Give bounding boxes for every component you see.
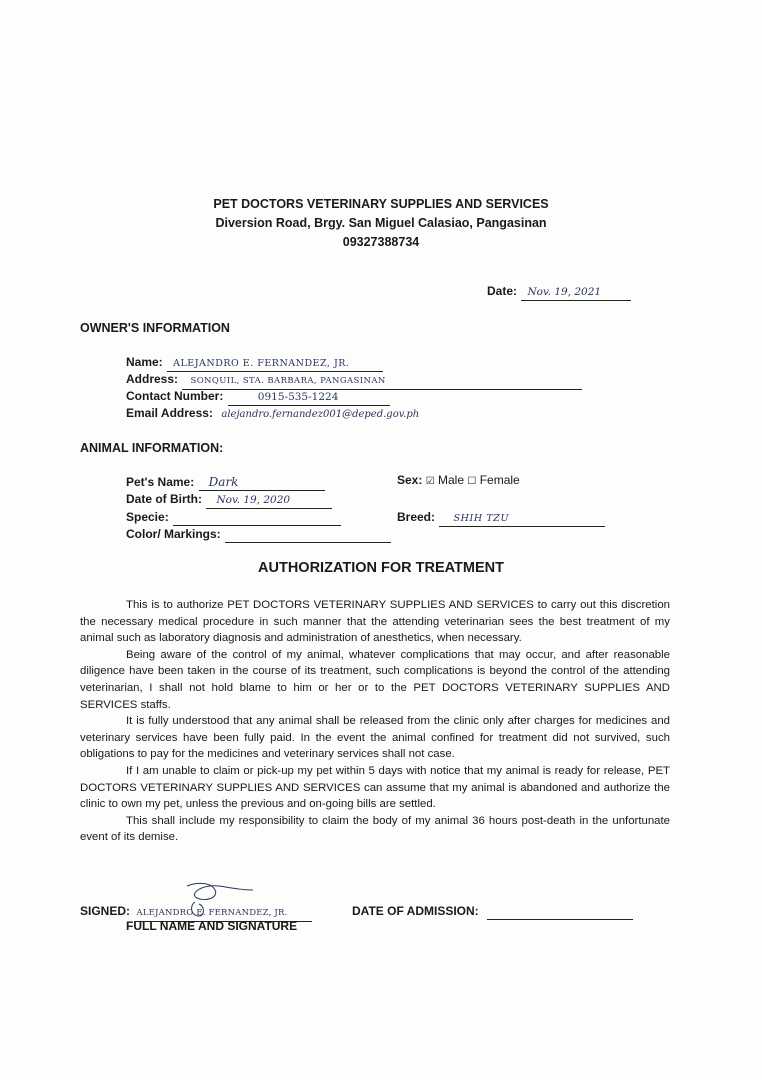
sex-male-checkbox: ☑ <box>425 476 435 487</box>
admission-label: DATE OF ADMISSION: <box>352 904 479 918</box>
sex-female-label: Female <box>479 473 520 487</box>
owner-email-row <box>126 404 447 422</box>
paragraph: It is fully understood that any animal shall be released from the clinic only after charges for medicines and veterinary services have been fully paid. In the event the animal confined for treatment did not survived, such obligations to pay for the medicines and veterinary services shall not case. <box>80 715 670 761</box>
specie-row <box>126 508 341 526</box>
signature-scribble <box>175 880 265 924</box>
color-label: Color/ Markings: <box>126 527 221 541</box>
color-blank <box>225 529 391 543</box>
animal-heading: ANIMAL INFORMATION: <box>80 441 224 455</box>
color-row <box>126 525 391 543</box>
paragraph: If I am unable to claim or pick-up my pet within 5 days with notice that my animal is ready for release, PET DOCTORS VETERINARY SUPPLIES AND SERVICES can assume that my animal is abandoned and authorize the clinic to own my pet, unless the previous and on-going bills are settled. <box>80 764 670 811</box>
breed-row <box>397 508 605 527</box>
dob-value: Nov. 19, 2020 <box>206 494 332 509</box>
sex-label: Sex: <box>397 473 423 487</box>
owner-contact-value: 0915-535-1224 <box>228 391 390 406</box>
clinic-phone: 09327388734 <box>342 235 420 249</box>
admission-row <box>352 902 633 920</box>
sex-female-checkbox: ☐ <box>467 476 477 487</box>
authorization-title: AUTHORIZATION FOR TREATMENT <box>258 560 504 576</box>
breed-label: Breed: <box>397 510 436 524</box>
owner-name-label: Name: <box>126 355 163 369</box>
owner-name-value: ALEJANDRO E. FERNANDEZ, JR. <box>167 357 383 372</box>
dob-row <box>126 490 332 509</box>
date-value: Nov. 19, 2021 <box>521 286 631 301</box>
dob-label: Date of Birth: <box>126 492 202 506</box>
signature-caption: FULL NAME AND SIGNATURE <box>126 919 298 933</box>
signed-value: ALEJANDRO E. FERNANDEZ, JR. <box>134 907 312 922</box>
clinic-address: Diversion Road, Brgy. San Miguel Calasiao, Pangasinan <box>215 216 547 230</box>
authorization-body <box>80 597 670 846</box>
paragraph: Being aware of the control of my animal, whatever complications that may occur, and after reasonable diligence have been taken in the course of its treatment, such complications is beyond the control of the attending veterinarian, I shall not hold blame to him or her or to the PET DOCTORS VETERINARY SUPPLIES AND SERVICES staffs. <box>80 648 670 711</box>
paragraph: This shall include my responsibility to claim the body of my animal 36 hours post-death in the unfortunate event of its demise. <box>80 814 670 844</box>
owner-email-label: Email Address: <box>126 406 213 420</box>
clinic-name: PET DOCTORS VETERINARY SUPPLIES AND SERVICES <box>213 197 549 211</box>
admission-blank <box>487 906 633 920</box>
pet-name-value: Dark <box>199 476 325 491</box>
date-row <box>487 282 631 301</box>
pet-name-row <box>126 473 325 491</box>
breed-value: SHIH TZU <box>439 512 605 527</box>
signed-label: SIGNED: <box>80 904 131 918</box>
pet-name-label: Pet's Name: <box>126 475 195 489</box>
owner-email-value: alejandro.fernandez001@deped.gov.ph <box>221 409 420 420</box>
owner-address-value: SONQUIL, STA. BARBARA, PANGASINAN <box>182 375 582 390</box>
owner-contact-label: Contact Number: <box>126 389 224 403</box>
sex-male-label: Male <box>438 473 465 487</box>
date-label: Date: <box>487 284 518 298</box>
paragraph: This is to authorize PET DOCTORS VETERINARY SUPPLIES AND SERVICES to carry out this discretion the necessary medical procedure in such manner that the attending veterinarian sees the best treatment of my animal such as laboratory diagnosis and administration of anesthetics, when necessary. <box>80 599 670 645</box>
owner-heading: OWNER'S INFORMATION <box>80 321 230 335</box>
sex-row <box>397 473 520 487</box>
owner-address-label: Address: <box>126 372 179 386</box>
specie-label: Specie: <box>126 510 169 524</box>
specie-blank <box>173 512 341 526</box>
